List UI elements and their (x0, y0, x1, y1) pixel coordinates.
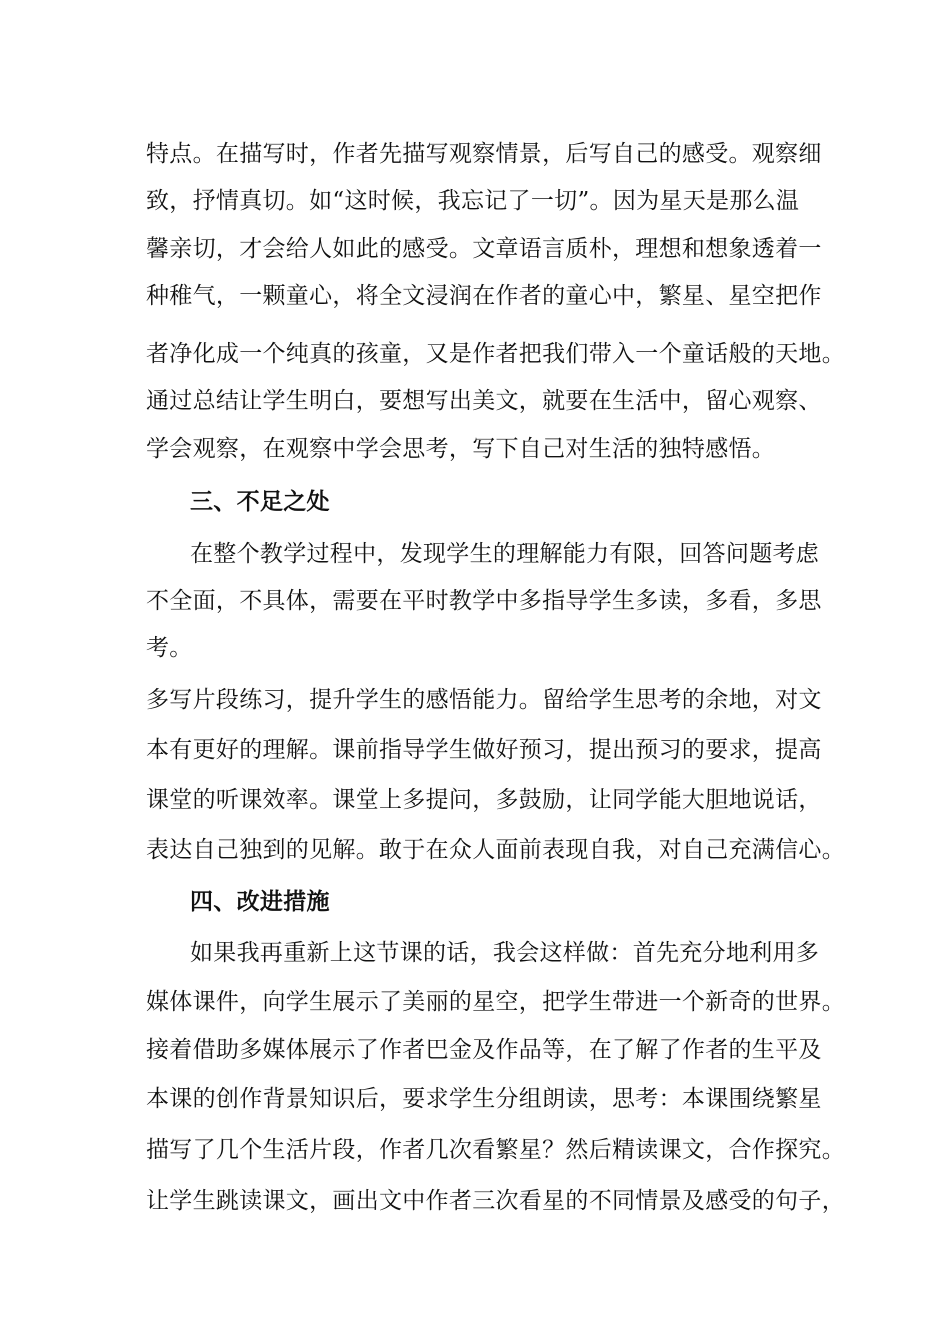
paragraph-line: 如果我再重新上这节课的话，我会这样做：首先充分地利用多 (190, 940, 820, 966)
paragraph-line: 特点。在描写时，作者先描写观察情景，后写自己的感受。观察细 (146, 141, 822, 167)
section-heading: 四、改进措施 (190, 888, 330, 915)
paragraph-line: 接着借助多媒体展示了作者巴金及作品等，在了解了作者的生平及 (146, 1037, 822, 1063)
paragraph-line: 本课的创作背景知识后，要求学生分组朗读，思考：本课围绕繁星 (146, 1086, 822, 1112)
paragraph-line: 种稚气，一颗童心，将全文浸润在作者的童心中，繁星、星空把作 (146, 283, 822, 309)
paragraph-line: 学会观察，在观察中学会思考，写下自己对生活的独特感悟。 (146, 436, 776, 462)
paragraph-line: 致，抒情真切。如“这时候，我忘记了一切”。因为星天是那么温 (146, 188, 800, 214)
paragraph-line: 多写片段练习，提升学生的感悟能力。留给学生思考的余地，对文 (146, 687, 822, 713)
paragraph-line: 表达自己独到的见解。敢于在众人面前表现自我，对自己充满信心。 (146, 837, 845, 863)
paragraph-line: 考。 (146, 635, 193, 661)
paragraph-line: 馨亲切，才会给人如此的感受。文章语言质朴，理想和想象透着一 (146, 236, 822, 262)
paragraph-line: 本有更好的理解。课前指导学生做好预习，提出预习的要求，提高 (146, 737, 822, 763)
paragraph-line: 不全面，不具体，需要在平时教学中多指导学生多读，多看，多思 (146, 588, 822, 614)
paragraph-line: 课堂的听课效率。课堂上多提问，多鼓励，让同学能大胆地说话， (146, 787, 822, 813)
paragraph-line: 通过总结让学生明白，要想写出美文，就要在生活中，留心观察、 (146, 388, 822, 414)
paragraph-line: 媒体课件，向学生展示了美丽的星空，把学生带进一个新奇的世界。 (146, 989, 845, 1015)
paragraph-line: 描写了几个生活片段，作者几次看繁星？然后精读课文，合作探究。 (146, 1137, 845, 1163)
paragraph-line: 在整个教学过程中，发现学生的理解能力有限，回答问题考虑 (190, 541, 820, 567)
section-heading: 三、不足之处 (190, 488, 330, 515)
paragraph-line: 让学生跳读课文，画出文中作者三次看星的不同情景及感受的句子， (146, 1188, 845, 1214)
paragraph-line: 者净化成一个纯真的孩童，又是作者把我们带入一个童话般的天地。 (146, 341, 845, 367)
